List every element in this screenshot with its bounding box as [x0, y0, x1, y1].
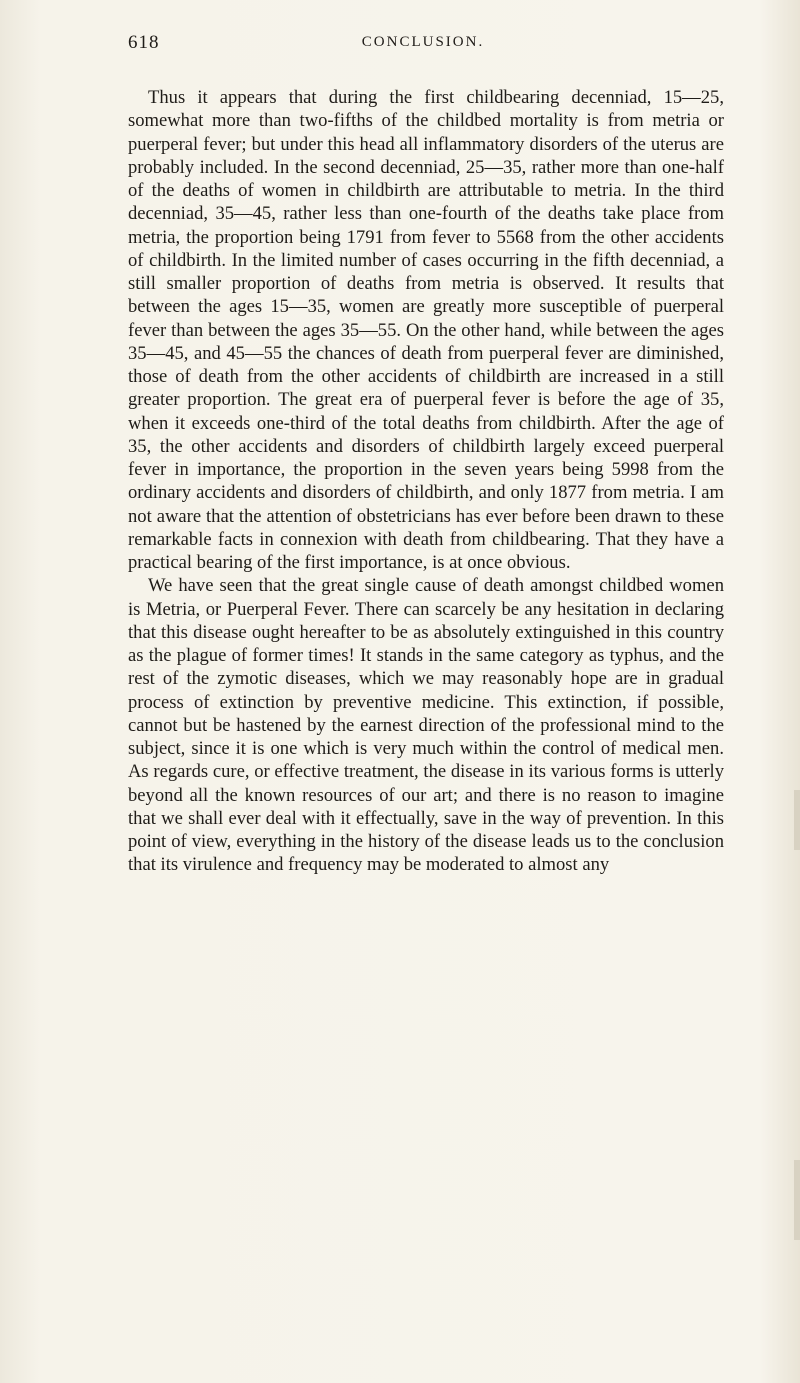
paragraph: We have seen that the great single cause of death amongst childbed women is Metria, or Puerperal Fever. There can scarcely be any hesitation in declaring that this disease ought hereafter to be as absolutely extinguished in this country as the plague of former times! It stands in the same category as typhus, and the rest of the zymotic diseases, which we may reasonably hope are in gradual process of extinction by preventive medicine. This extinction, if possible, cannot but be hastened by the earnest direction of the professional mind to the subject, since it is one which is very much within the control of medical men. As regards cure, or effective treatment, the disease in its various forms is utterly beyond all the known resources of our art; and there is no reason to imagine that we shall ever deal with it effectually, save in the way of prevention. In this point of view, everything in the history of the disease leads us to the conclusion that its virulence and frequency may be moderated to almost any: [128, 575, 724, 876]
page-number: 618: [128, 32, 160, 53]
body-text: [128, 86, 724, 877]
page-edge-shadow: [794, 1160, 800, 1240]
page-edge-shadow: [794, 790, 800, 850]
paragraph: Thus it appears that during the first childbearing decenniad, 15—25, somewhat more than two-fifths of the childbed mortality is from metria or puerperal fever; but under this head all inflammatory disorders of the uterus are probably included. In the second decenniad, 25—35, rather more than one-half of the deaths of women in childbirth are attributable to metria. In the third decenniad, 35—45, rather less than one-fourth of the deaths take place from metria, the proportion being 1791 from fever to 5568 from the other accidents of childbirth. In the limited number of cases occurring in the fifth decenniad, a still smaller proportion of deaths from metria is observed. It results that between the ages 15—35, women are greatly more susceptible of puerperal fever than between the ages 35—55. On the other hand, while between the ages 35—45, and 45—55 the chances of death from puerperal fever are diminished, those of death from the other accidents of childbirth are increased in a still greater proportion. The great era of puerperal fever is before the age of 35, when it exceeds one-third of the total deaths from childbirth. After the age of 35, the other accidents and disorders of childbirth largely exceed puerperal fever in importance, the proportion in the seven years being 5998 from the ordinary accidents and disorders of childbirth, and only 1877 from metria. I am not aware that the attention of obstetricians has ever before been drawn to these remarkable facts in connexion with death from childbearing. That they have a practical bearing of the first importance, is at once obvious.: [128, 87, 724, 573]
running-head: CONCLUSION.: [361, 34, 485, 50]
page-header: [128, 32, 718, 60]
